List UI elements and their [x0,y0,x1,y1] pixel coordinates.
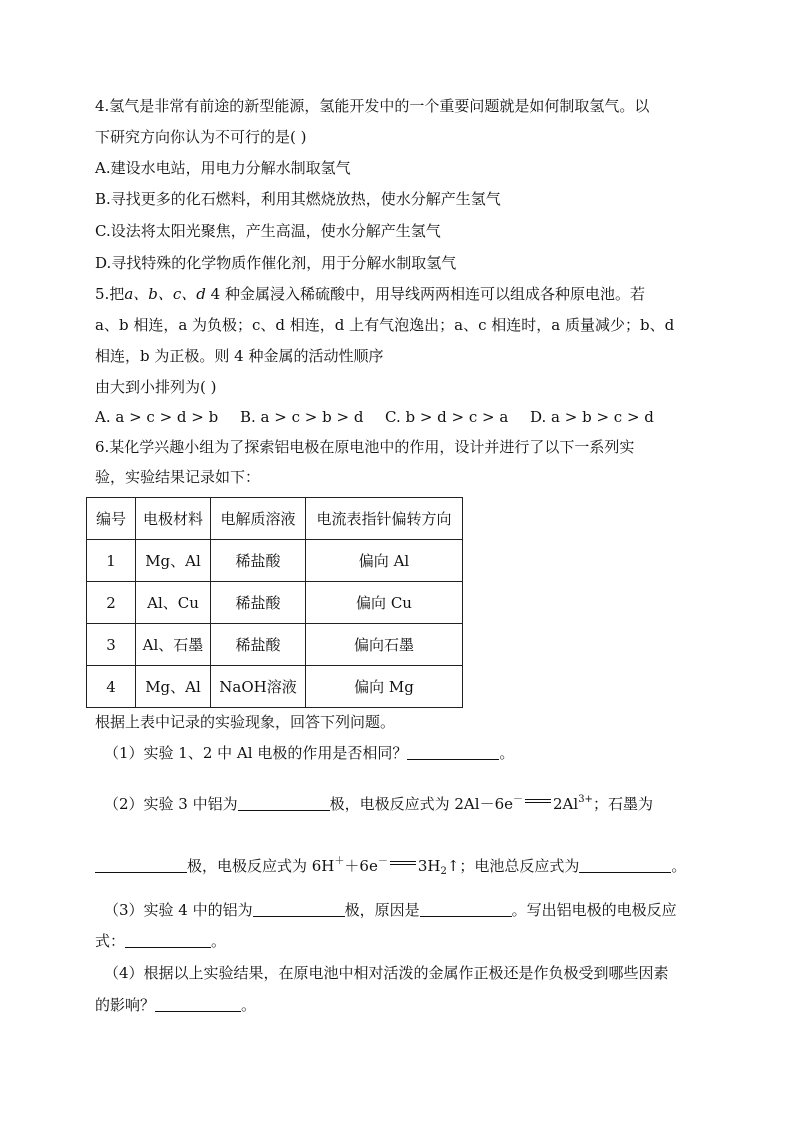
q4-option-a: A.建设水电站，用电力分解水制取氢气 [95,159,351,177]
q6-sub2-line1 [104,790,653,814]
header-electrode: 电极材料 [136,498,211,540]
graphite-equation-right: 3H [417,857,441,875]
q4-option-d: D.寻找特殊的化学物质作催化剂，用于分解水制取氢气 [95,254,457,272]
q4-stem-line1: 4.氢气是非常有前途的新型能源，氢能开发中的一个重要问题就是如何制取氢气。以 [95,97,650,115]
q6-sub3-line1 [104,900,677,920]
superscript-plus: ＋ [334,856,345,867]
period: 。 [499,744,515,762]
q4-option-b: B.寻找更多的化石燃料，利用其燃烧放热，使水分解产生氢气 [95,190,501,208]
q6-sub3-text: （3）实验 4 中的铝为 [104,901,253,919]
graphite-equation-left: 极，电极反应式为 6H [187,857,335,875]
header-number: 编号 [87,498,136,540]
q6-sub3-formula-label: 式： [95,932,126,950]
q5-stem-line4: 由大到小排列为( ) [95,378,217,396]
period: 。 [671,857,687,875]
q5-option-a: A. a > c > d > b [95,408,219,426]
table-row [87,624,463,666]
answer-blank[interactable] [95,858,187,873]
header-electrolyte: 电解质溶液 [211,498,306,540]
answer-blank[interactable] [579,858,671,873]
answer-blank[interactable] [407,745,499,760]
cell-number: 1 [87,540,136,582]
q6-sub1-text: （1）实验 1、2 中 Al 电极的作用是否相同？ [104,744,408,762]
cell-electrolyte: 稀盐酸 [211,624,306,666]
total-reaction-label: ↑；电池总反应式为 [446,857,580,875]
q5-prefix: 5.把 [95,285,125,303]
q6-sub4-text: 的影响？ [95,996,156,1014]
q5-line1-rest: 4 种金属浸入稀硫酸中，用导线两两相连可以组成各种原电池。若 [205,285,645,303]
cell-electrode: Mg、Al [136,540,211,582]
cell-number: 2 [87,582,136,624]
q5-option-c: C. b > d > c > a [385,408,509,426]
q6-sub2-line2 [95,852,686,882]
q4-stem-line2: 下研究方向你认为不可行的是( ) [95,128,307,146]
q5-metals: a、b、c、d [124,285,206,303]
cell-deflection: 偏向 Cu [306,582,463,624]
cell-number: 3 [87,624,136,666]
q5-stem-line1 [95,284,645,304]
header-deflection: 电流表指针偏转方向 [306,498,463,540]
q6-sub1 [104,743,514,763]
superscript-minus: － [377,856,388,867]
table-row [87,582,463,624]
q6-sub2-text: （2）实验 3 中铝为 [104,795,238,813]
superscript-minus: － [513,794,523,805]
cell-electrode: Al、Cu [136,582,211,624]
cell-electrolyte: 稀盐酸 [211,540,306,582]
cell-number: 4 [87,666,136,708]
equals-arrow-icon [523,797,553,807]
period: 。 [211,932,227,950]
cell-deflection: 偏向 Mg [306,666,463,708]
answer-blank[interactable] [155,997,241,1012]
q6-stem-line1: 6.某化学兴趣小组为了探索铝电极在原电池中的作用，设计并进行了以下一系列实 [95,438,635,456]
graphite-equation-electrons: ＋6e [344,857,378,875]
answer-blank[interactable] [238,796,330,811]
electrode-equation-right: 2Al [553,795,579,813]
q6-sub3-line2 [95,931,226,951]
period: 。 [241,996,257,1014]
experiment-results-table [86,497,463,708]
answer-blank[interactable] [125,933,211,948]
table-header-row [87,498,463,540]
cell-electrolyte: 稀盐酸 [211,582,306,624]
q5-option-d: D. a > b > c > d [530,408,654,426]
q6-sub4-line1: （4）根据以上实验结果，在原电池中相对活泼的金属作正极还是作负极受到哪些因素 [104,964,669,982]
q5-stem-line3: 相连，b 为正极。则 4 种金属的活动性顺序 [95,347,384,365]
cell-electrode: Al、石墨 [136,624,211,666]
q6-sub3-write: 。写出铝电极的电极反应 [511,901,677,919]
electrode-equation-left: 极，电极反应式为 2Al－6e [329,795,513,813]
table-row [87,540,463,582]
superscript-3plus: 3+ [578,794,593,805]
q6-instruction: 根据上表中记录的实验现象，回答下列问题。 [95,713,396,731]
q5-stem-line2: a、b 相连，a 为负极；c、d 相连，d 上有气泡逸出；a、c 相连时，a 质量减少；b、d [95,316,675,334]
cell-electrolyte: NaOH溶液 [211,666,306,708]
cell-deflection: 偏向石墨 [306,624,463,666]
q6-stem-line2: 验，实验结果记录如下： [95,468,261,486]
cell-deflection: 偏向 Al [306,540,463,582]
equals-arrow-icon [388,859,418,869]
subscript-2: 2 [440,866,447,877]
table-row [87,666,463,708]
q4-option-c: C.设法将太阳光聚焦，产生高温，使水分解产生氢气 [95,222,441,240]
answer-blank[interactable] [420,902,512,917]
q6-sub3-reason: 极，原因是 [344,901,420,919]
q5-option-b: B. a > c > b > d [240,408,364,426]
q6-sub4-line2 [95,995,256,1015]
q6-sub2-graphite: ；石墨为 [592,795,653,813]
cell-electrode: Mg、Al [136,666,211,708]
answer-blank[interactable] [253,902,345,917]
